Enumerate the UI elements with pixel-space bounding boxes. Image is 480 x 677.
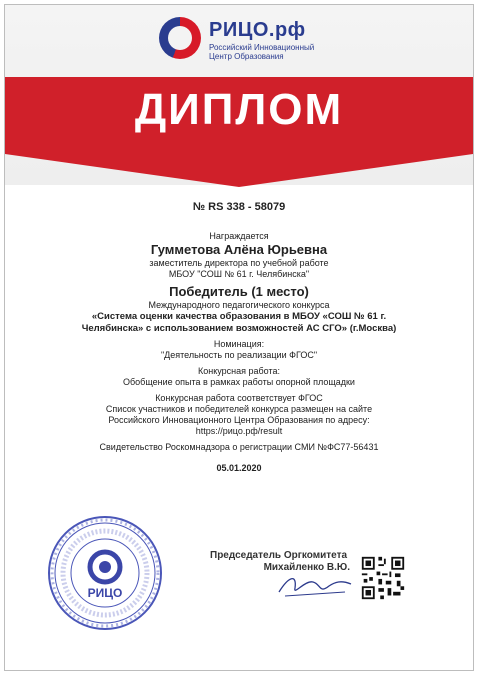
- diploma-date: 05.01.2020: [216, 463, 262, 473]
- place-title: Победитель (1 место): [169, 284, 309, 299]
- rico-logo: [155, 13, 345, 65]
- round-seal-icon: [45, 513, 165, 633]
- contest-type: Международного педагогического конкурса: [148, 300, 330, 310]
- awarded-label: Награждается: [209, 231, 269, 241]
- list-line2: Российского Инновационного Центра Образования по адресу:: [108, 415, 370, 425]
- diploma-title: ДИПЛОМ: [134, 85, 344, 134]
- position-line1: заместитель директора по учебной работе: [149, 258, 329, 268]
- logo-subtitle: [209, 43, 349, 61]
- nomination-value: "Деятельность по реализации ФГОС": [160, 350, 318, 360]
- signature-title: Председатель Оргкомитета: [210, 550, 348, 561]
- diploma-sheet: [4, 4, 474, 671]
- results-url[interactable]: https://рицо.рф/result: [195, 426, 283, 436]
- position-line2: МБОУ "СОШ № 61 г. Челябинска": [168, 269, 310, 279]
- handwritten-signature: [275, 570, 355, 600]
- contest-title: «Система оценки качества образования в МБОУ «СОШ № 61 г. Челябинска» с использованием возможностей АС СГО» (г.Москва): [81, 311, 397, 334]
- work-label: Конкурсная работа:: [197, 366, 280, 376]
- qr-code-icon[interactable]: [360, 555, 406, 601]
- nomination-label: Номинация:: [213, 339, 265, 349]
- recipient-name: Гумметова Алёна Юрьевна: [150, 242, 328, 257]
- logo-ring-icon: [159, 17, 201, 59]
- fgos-compliance: Конкурсная работа соответствует ФГОС: [155, 393, 323, 403]
- list-line1: Список участников и победителей конкурса размещен на сайте: [105, 404, 373, 414]
- work-value: Обобщение опыта в рамках работы опорной площадки: [123, 377, 355, 387]
- signature-name: Михайленко В.Ю.: [263, 562, 350, 573]
- diploma-number: № RS 338 - 58079: [192, 201, 286, 213]
- registration-note: Свидетельство Роскомнадзора о регистрации СМИ №ФС77-56431: [99, 442, 379, 452]
- logo-subtitle-line2: Центр Образования: [209, 52, 284, 61]
- diploma-content: [5, 201, 473, 473]
- logo-subtitle-line1: Российский Инновационный: [209, 43, 315, 52]
- logo-name: РИЦО.рф: [209, 19, 306, 41]
- seal-center-text: РИЦО: [87, 586, 123, 600]
